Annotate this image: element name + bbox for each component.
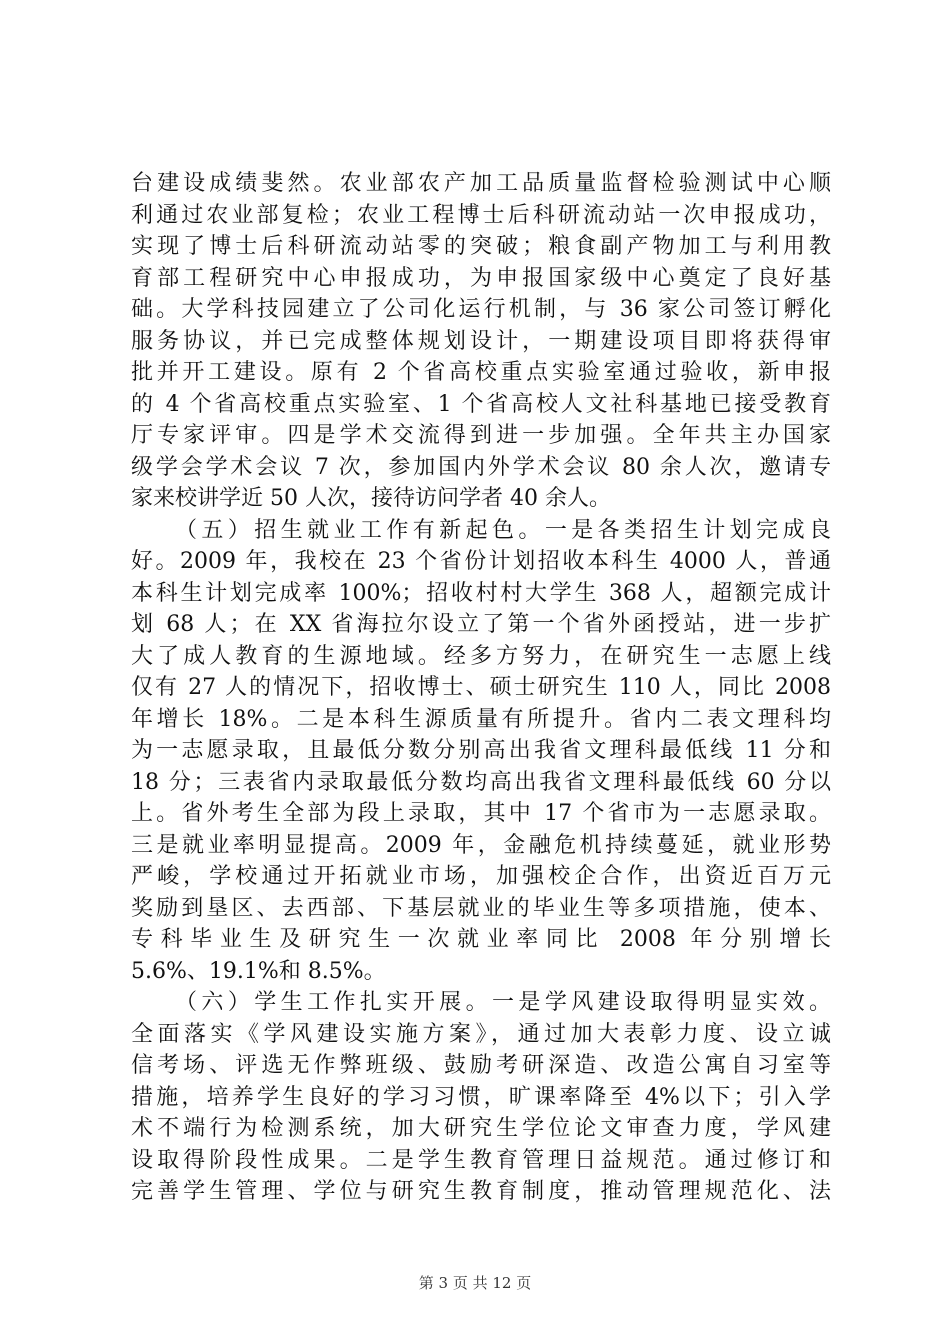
text-line: 大了成人教育的生源地域。经多方努力，在研究生一志愿上线 xyxy=(131,643,831,669)
page-number-footer: 第 3 页 共 12 页 xyxy=(418,1274,532,1292)
text-line: 为一志愿录取，且最低分数分别高出我省文理科最低线 11 分和 xyxy=(131,738,831,763)
text-line: 术不端行为检测系统，加大研究生学位论文审查力度，学风建 xyxy=(131,1116,831,1141)
text-line: 利通过农业部复检；农业工程博士后科研流动站一次申报成功， xyxy=(131,202,831,228)
text-line: 年增长 18%。二是本科生源质量有所提升。省内二表文理科均 xyxy=(131,706,831,732)
text-line: 服务协议，并已完成整体规划设计，一期建设项目即将获得审 xyxy=(131,328,831,354)
text-line: 本科生计划完成率 100%；招收村村大学生 368 人，超额完成计 xyxy=(131,580,831,606)
text-line: 完善学生管理、学位与研究生教育制度，推动管理规范化、法 xyxy=(131,1179,831,1204)
text-line: 严峻，学校通过开拓就业市场，加强校企合作，出资近百万元 xyxy=(131,864,831,889)
text-line: 础。大学科技园建立了公司化运行机制，与 36 家公司签订孵化 xyxy=(131,297,831,322)
section-heading-line: （六）学生工作扎实开展。一是学风建设取得明显实效。 xyxy=(175,990,831,1015)
text-line: 实现了博士后科研流动站零的突破；粮食副产物加工与利用教 xyxy=(131,234,831,259)
text-line: 18 分；三表省内录取最低分数均高出我省文理科最低线 60 分以 xyxy=(131,769,831,795)
text-line: 家来校讲学近 50 人次，接待访问学者 40 余人。 xyxy=(131,486,611,511)
section-heading-line: （五）招生就业工作有新起色。一是各类招生计划完成良 xyxy=(175,517,831,543)
text-line: 奖励到垦区、去西部、下基层就业的毕业生等多项措施，使本、 xyxy=(131,895,831,921)
text-line: 级学会学术会议 7 次，参加国内外学术会议 80 余人次，邀请专 xyxy=(131,454,831,480)
text-line: 设取得阶段性成果。二是学生教育管理日益规范。通过修订和 xyxy=(131,1147,831,1173)
text-line: 仅有 27 人的情况下，招收博士、硕士研究生 110 人，同比 2008 xyxy=(131,675,831,700)
document-body xyxy=(131,168,831,1208)
text-line: 专科毕业生及研究生一次就业率同比 2008 年分别增长 xyxy=(131,927,831,952)
text-line: 划 68 人；在 XX 省海拉尔设立了第一个省外函授站，进一步扩 xyxy=(131,612,831,637)
text-line: 5.6%、19.1%和 8.5%。 xyxy=(131,958,386,984)
text-line: 育部工程研究中心申报成功，为申报国家级中心奠定了良好基 xyxy=(131,265,831,291)
text-line: 全面落实《学风建设实施方案》，通过加大表彰力度、设立诚 xyxy=(131,1021,831,1047)
text-line: 好。2009 年，我校在 23 个省份计划招收本科生 4000 人，普通 xyxy=(131,549,831,574)
text-line: 批并开工建设。原有 2 个省高校重点实验室通过验收，新申报 xyxy=(131,360,831,385)
text-line: 三是就业率明显提高。2009 年，金融危机持续蔓延，就业形势 xyxy=(131,832,831,858)
text-line: 台建设成绩斐然。农业部农产加工品质量监督检验测试中心顺 xyxy=(131,171,831,196)
text-line: 上。省外考生全部为段上录取，其中 17 个省市为一志愿录取。 xyxy=(131,801,831,826)
text-line: 信考场、评选无作弊班级、鼓励考研深造、改造公寓自习室等 xyxy=(131,1053,831,1078)
text-line: 厅专家评审。四是学术交流得到进一步加强。全年共主办国家 xyxy=(131,423,831,448)
text-line: 措施，培养学生良好的学习习惯，旷课率降至 4%以下；引入学 xyxy=(131,1084,831,1110)
text-line: 的 4 个省高校重点实验室、1 个省高校人文社科基地已接受教育 xyxy=(131,391,831,417)
